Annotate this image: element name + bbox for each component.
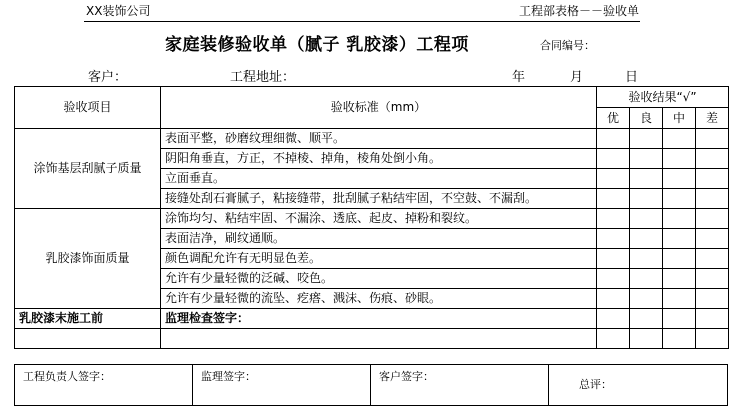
col-header-result: 验收结果“√” [597, 87, 729, 108]
supervisor-inspection-sign-label: 监理检查签字： [161, 309, 597, 329]
page-title: 家庭装修验收单（腻子 乳胶漆）工程项 [165, 35, 469, 55]
header-divider [84, 21, 640, 22]
check-cell[interactable] [663, 129, 696, 149]
check-cell[interactable] [663, 209, 696, 229]
check-cell[interactable] [597, 169, 630, 189]
check-cell[interactable] [696, 329, 729, 349]
section-putty-quality: 涂饰基层刮腻子质量 [15, 129, 161, 209]
standard-row: 颜色调配允许有无明显色差。 [161, 249, 597, 269]
customer-signature-label: 客户签字： [379, 370, 434, 383]
check-cell[interactable] [630, 149, 663, 169]
check-cell[interactable] [696, 269, 729, 289]
pre-construction-label: 乳胶漆末施工前 [15, 309, 161, 329]
check-cell[interactable] [597, 209, 630, 229]
manager-signature-field[interactable] [15, 365, 193, 405]
customer-label: 客户： [88, 70, 128, 85]
contract-number-label: 合同编号： [540, 39, 595, 52]
col-header-standard: 验收标准（mm） [161, 87, 597, 129]
section-paint-finish-quality: 乳胶漆饰面质量 [15, 209, 161, 309]
check-cell[interactable] [630, 269, 663, 289]
check-cell[interactable] [597, 249, 630, 269]
standard-row: 涂饰均匀、粘结牢固、不漏涂、透底、起皮、掉粉和裂纹。 [161, 209, 597, 229]
check-cell[interactable] [663, 309, 696, 329]
address-label: 工程地址： [230, 70, 296, 85]
grade-fair: 中 [663, 108, 696, 129]
check-cell[interactable] [663, 329, 696, 349]
grade-excellent: 优 [597, 108, 630, 129]
check-cell[interactable] [597, 289, 630, 309]
check-cell[interactable] [597, 229, 630, 249]
check-cell[interactable] [696, 129, 729, 149]
check-cell[interactable] [663, 249, 696, 269]
standard-row: 表面平整，砂磨纹理细微、顺平。 [161, 129, 597, 149]
standard-row: 允许有少量轻微的泛碱、咬色。 [161, 269, 597, 289]
grade-good: 良 [630, 108, 663, 129]
check-cell[interactable] [597, 269, 630, 289]
check-cell[interactable] [663, 229, 696, 249]
check-cell[interactable] [696, 309, 729, 329]
check-cell[interactable] [696, 209, 729, 229]
blank-cell[interactable] [15, 329, 161, 349]
customer-signature-field[interactable] [371, 365, 549, 405]
signature-footer [14, 364, 728, 406]
check-cell[interactable] [696, 289, 729, 309]
check-cell[interactable] [663, 169, 696, 189]
supervisor-signature-label: 监理签字： [201, 370, 256, 383]
manager-signature-label: 工程负责人签字： [23, 370, 111, 383]
year-label: 年 [512, 70, 526, 85]
standard-row: 接缝处刮石膏腻子，粘接缝带，批刮腻子粘结牢固，不空鼓、不漏刮。 [161, 189, 597, 209]
inspection-table [14, 86, 729, 349]
supervisor-signature-field[interactable] [193, 365, 371, 405]
day-label: 日 [625, 70, 639, 85]
check-cell[interactable] [696, 149, 729, 169]
check-cell[interactable] [597, 309, 630, 329]
check-cell[interactable] [630, 309, 663, 329]
check-cell[interactable] [696, 169, 729, 189]
overall-comment-field[interactable] [549, 365, 727, 405]
check-cell[interactable] [630, 329, 663, 349]
month-label: 月 [570, 70, 584, 85]
check-cell[interactable] [630, 289, 663, 309]
check-cell[interactable] [696, 229, 729, 249]
col-header-item: 验收项目 [15, 87, 161, 129]
check-cell[interactable] [696, 249, 729, 269]
company-name: XX装饰公司 [86, 4, 151, 18]
check-cell[interactable] [597, 129, 630, 149]
check-cell[interactable] [663, 149, 696, 169]
check-cell[interactable] [630, 129, 663, 149]
overall-comment-label: 总评： [579, 378, 612, 391]
check-cell[interactable] [630, 209, 663, 229]
check-cell[interactable] [663, 269, 696, 289]
check-cell[interactable] [597, 329, 630, 349]
standard-row: 阴阳角垂直，方正，不掉棱、掉角，棱角处倒小角。 [161, 149, 597, 169]
blank-cell[interactable] [161, 329, 597, 349]
check-cell[interactable] [630, 189, 663, 209]
standard-row: 立面垂直。 [161, 169, 597, 189]
check-cell[interactable] [630, 229, 663, 249]
check-cell[interactable] [597, 189, 630, 209]
standard-row: 表面洁净，刷纹通顺。 [161, 229, 597, 249]
check-cell[interactable] [630, 249, 663, 269]
check-cell[interactable] [630, 169, 663, 189]
check-cell[interactable] [663, 189, 696, 209]
grade-poor: 差 [696, 108, 729, 129]
check-cell[interactable] [696, 189, 729, 209]
check-cell[interactable] [663, 289, 696, 309]
check-cell[interactable] [597, 149, 630, 169]
standard-row: 允许有少量轻微的流坠、疙瘩、溅沫、伤痕、砂眼。 [161, 289, 597, 309]
form-label: 工程部表格－－验收单 [519, 4, 640, 18]
